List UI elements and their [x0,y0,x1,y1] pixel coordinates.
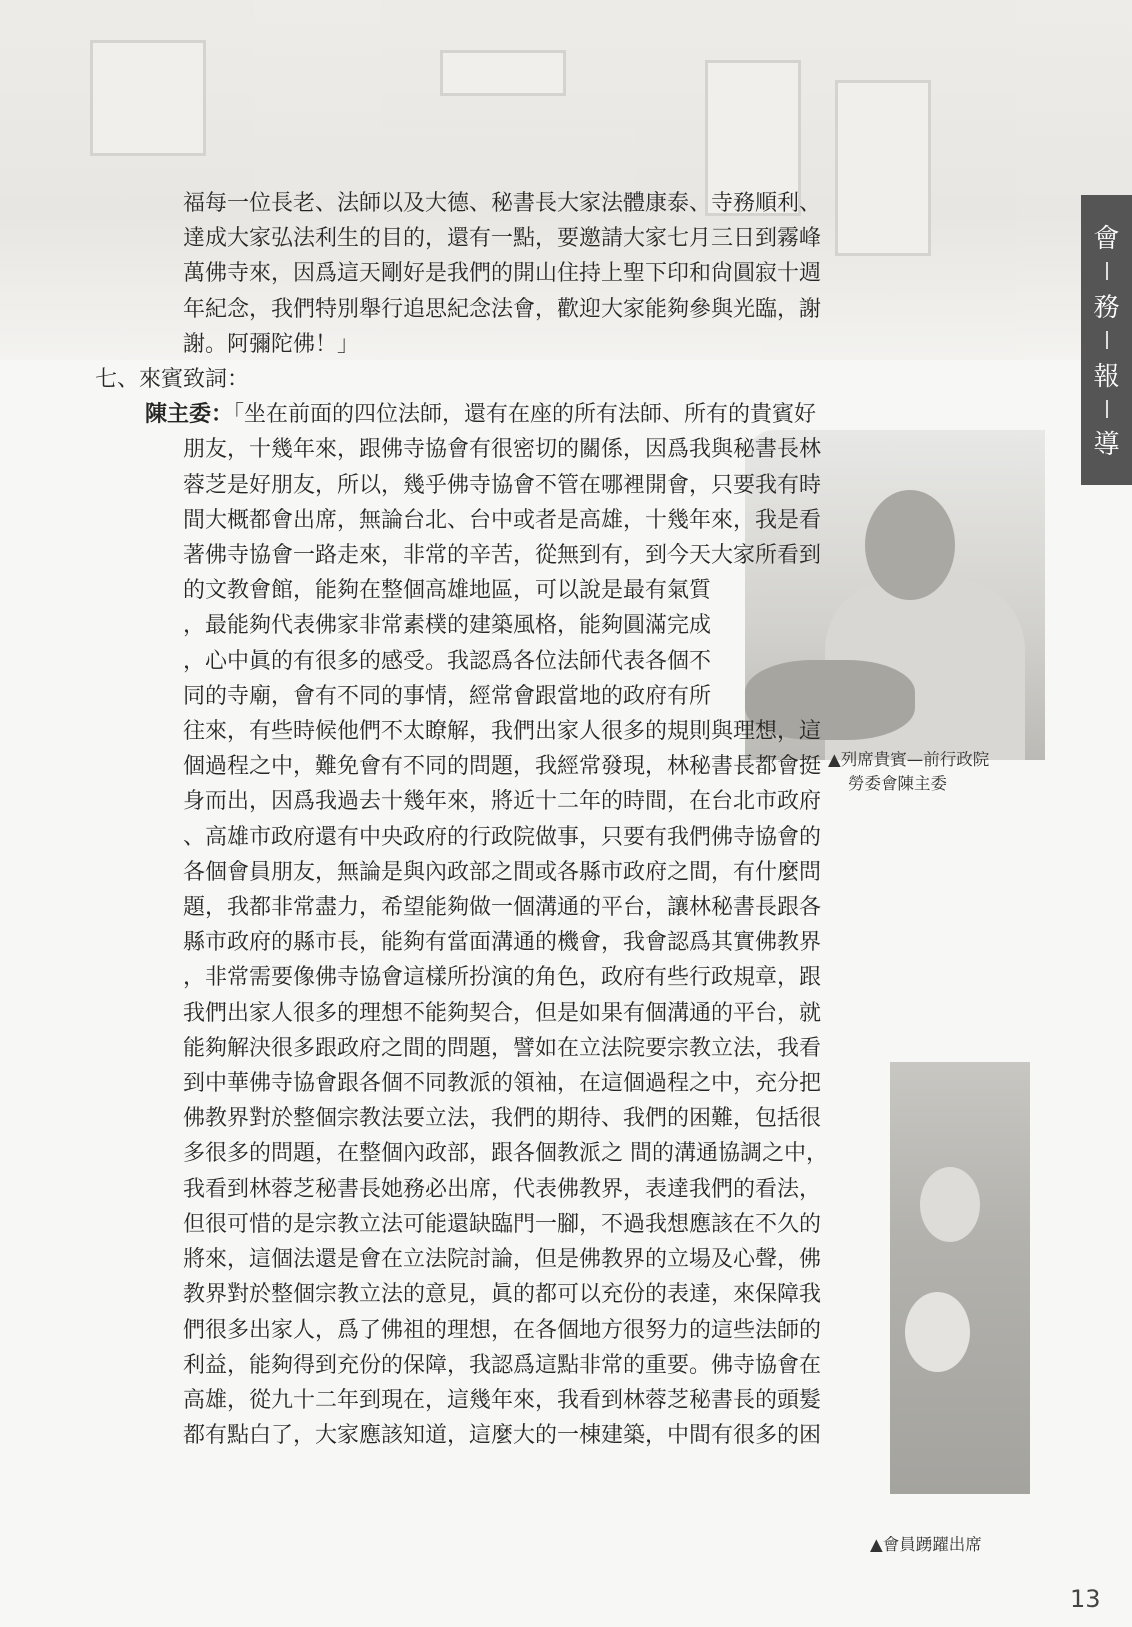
speech-line: 往來，有些時候他們不太瞭解，我們出家人很多的規則與理想，這 [183,719,822,745]
tab-char-2: 務 [1093,293,1120,324]
speech-line: 教界對於整個宗教立法的意見，眞的都可以充份的表達，來保障我 [183,1282,822,1308]
paragraph-line: 達成大家弘法利生的目的，還有一點，要邀請大家七月三日到霧峰 [183,226,822,252]
speech-line: 利益，能夠得到充份的保障，我認爲這點非常的重要。佛寺協會在 [183,1352,822,1378]
tab-separator [1106,262,1108,280]
speech-line: 到中華佛寺協會跟各個不同教派的領袖，在這個過程之中，充分把 [183,1071,822,1097]
speech-line: 都有點白了，大家應該知道，這麼大的一棟建築，中間有很多的困 [183,1423,822,1449]
speech-line: 、高雄市政府還有中央政府的行政院做事，只要有我們佛寺協會的 [183,824,822,850]
speech-line: 我們出家人很多的理想不能夠契合，但是如果有個溝通的平台，就 [183,1000,822,1026]
section-heading: 七、來賓致詞： [95,367,250,393]
paragraph-line: 福每一位長老、法師以及大德、秘書長大家法體康泰、寺務順利、 [183,191,822,216]
photo1-caption-line1: ▲列席貴賓—前行政院 [828,750,990,769]
speech-line: 間大概都會出席，無論台北、台中或者是高雄，十幾年來，我是看 [183,507,822,533]
speech-line: 朋友，十幾年來，跟佛寺協會有很密切的關係，因爲我與秘書長林 [183,437,822,463]
paragraph-line: 年紀念，我們特別舉行追思紀念法會，歡迎大家能夠參與光臨，謝 [183,296,822,322]
tab-char-3: 報 [1093,361,1120,392]
photo1-caption-line2: 勞委會陳主委 [848,774,947,793]
speech-line: 我看到林蓉芝秘書長她務必出席，代表佛教界，表達我們的看法， [183,1176,822,1202]
speech-line: 著佛寺協會一路走來，非常的辛苦，從無到有，到今天大家所看到 [183,543,822,569]
paragraph-line: 謝。阿彌陀佛！」 [183,331,360,357]
speech-line: 同的寺廟，會有不同的事情，經常會跟當地的政府有所 [183,683,712,709]
speech-line: 身而出，因爲我過去十幾年來，將近十二年的時間，在台北市政府 [183,789,822,815]
speech-line: 題，我都非常盡力，希望能夠做一個溝通的平台，讓林秘書長跟各 [183,895,822,921]
speech-line: 佛教界對於整個宗教法要立法，我們的期待、我們的困難，包括很 [183,1106,822,1132]
tab-separator [1106,331,1108,349]
speech-line: 們很多出家人，爲了佛祖的理想，在各個地方很努力的這些法師的 [183,1317,822,1343]
page-number: 13 [1070,1585,1101,1613]
speech-line: ，心中眞的有很多的感受。我認爲各位法師代表各個不 [183,648,712,674]
photo1-caption [828,748,989,796]
speech-line: 能夠解決很多跟政府之間的問題，譬如在立法院要宗教立法，我看 [183,1035,822,1061]
speech-line: 但很可惜的是宗教立法可能還缺臨門一腳，不過我想應該在不久的 [183,1211,822,1237]
speech-line: 縣市政府的縣市長，能夠有當面溝通的機會，我會認爲其實佛教界 [183,930,822,956]
speech-line: 的文教會館，能夠在整個高雄地區，可以說是最有氣質 [183,578,712,604]
speech-line: 個過程之中，難免會有不同的問題，我經常發現，林秘書長都會挺 [183,754,822,780]
speech-line: 各個會員朋友，無論是與內政部之間或各縣市政府之間，有什麼問 [183,859,822,885]
speech-first-line [95,397,845,432]
speech-line: 多很多的問題，在整個內政部，跟各個教派之 間的溝通協調之中， [183,1141,828,1167]
speech-opening: 「坐在前面的四位法師，還有在座的所有法師、所有的貴賓好 [233,402,817,428]
article-body [95,186,845,1453]
speech-line: 蓉芝是好朋友，所以，幾乎佛寺協會不管在哪裡開會，只要我有時 [183,472,822,498]
speech-line: ，最能夠代表佛家非常素樸的建築風格，能夠圓滿完成 [183,613,712,639]
tab-char-1: 會 [1093,224,1120,255]
speech-line: ，非常需要像佛寺協會這樣所扮演的角色，政府有些行政規章，跟 [183,965,822,991]
tab-char-4: 導 [1093,430,1120,461]
photo2-caption: ▲會員踴躍出席 [870,1535,982,1554]
photo-figure-head [865,490,955,600]
speech-line: 將來，這個法還是會在立法院討論，但是佛教界的立場及心聲，佛 [183,1247,822,1273]
paragraph-line: 萬佛寺來，因爲這天剛好是我們的開山住持上聖下印和尙圓寂十週 [183,261,822,287]
speech-line: 高雄，從九十二年到現在，這幾年來，我看到林蓉芝秘書長的頭髮 [183,1387,822,1413]
photo-member-face [920,1167,980,1242]
tab-separator [1106,400,1108,418]
section-tab [1081,195,1132,485]
photo-member-face [905,1292,970,1372]
photo-members-attending [890,1062,1030,1494]
speaker-name: 陳主委： [145,402,234,428]
